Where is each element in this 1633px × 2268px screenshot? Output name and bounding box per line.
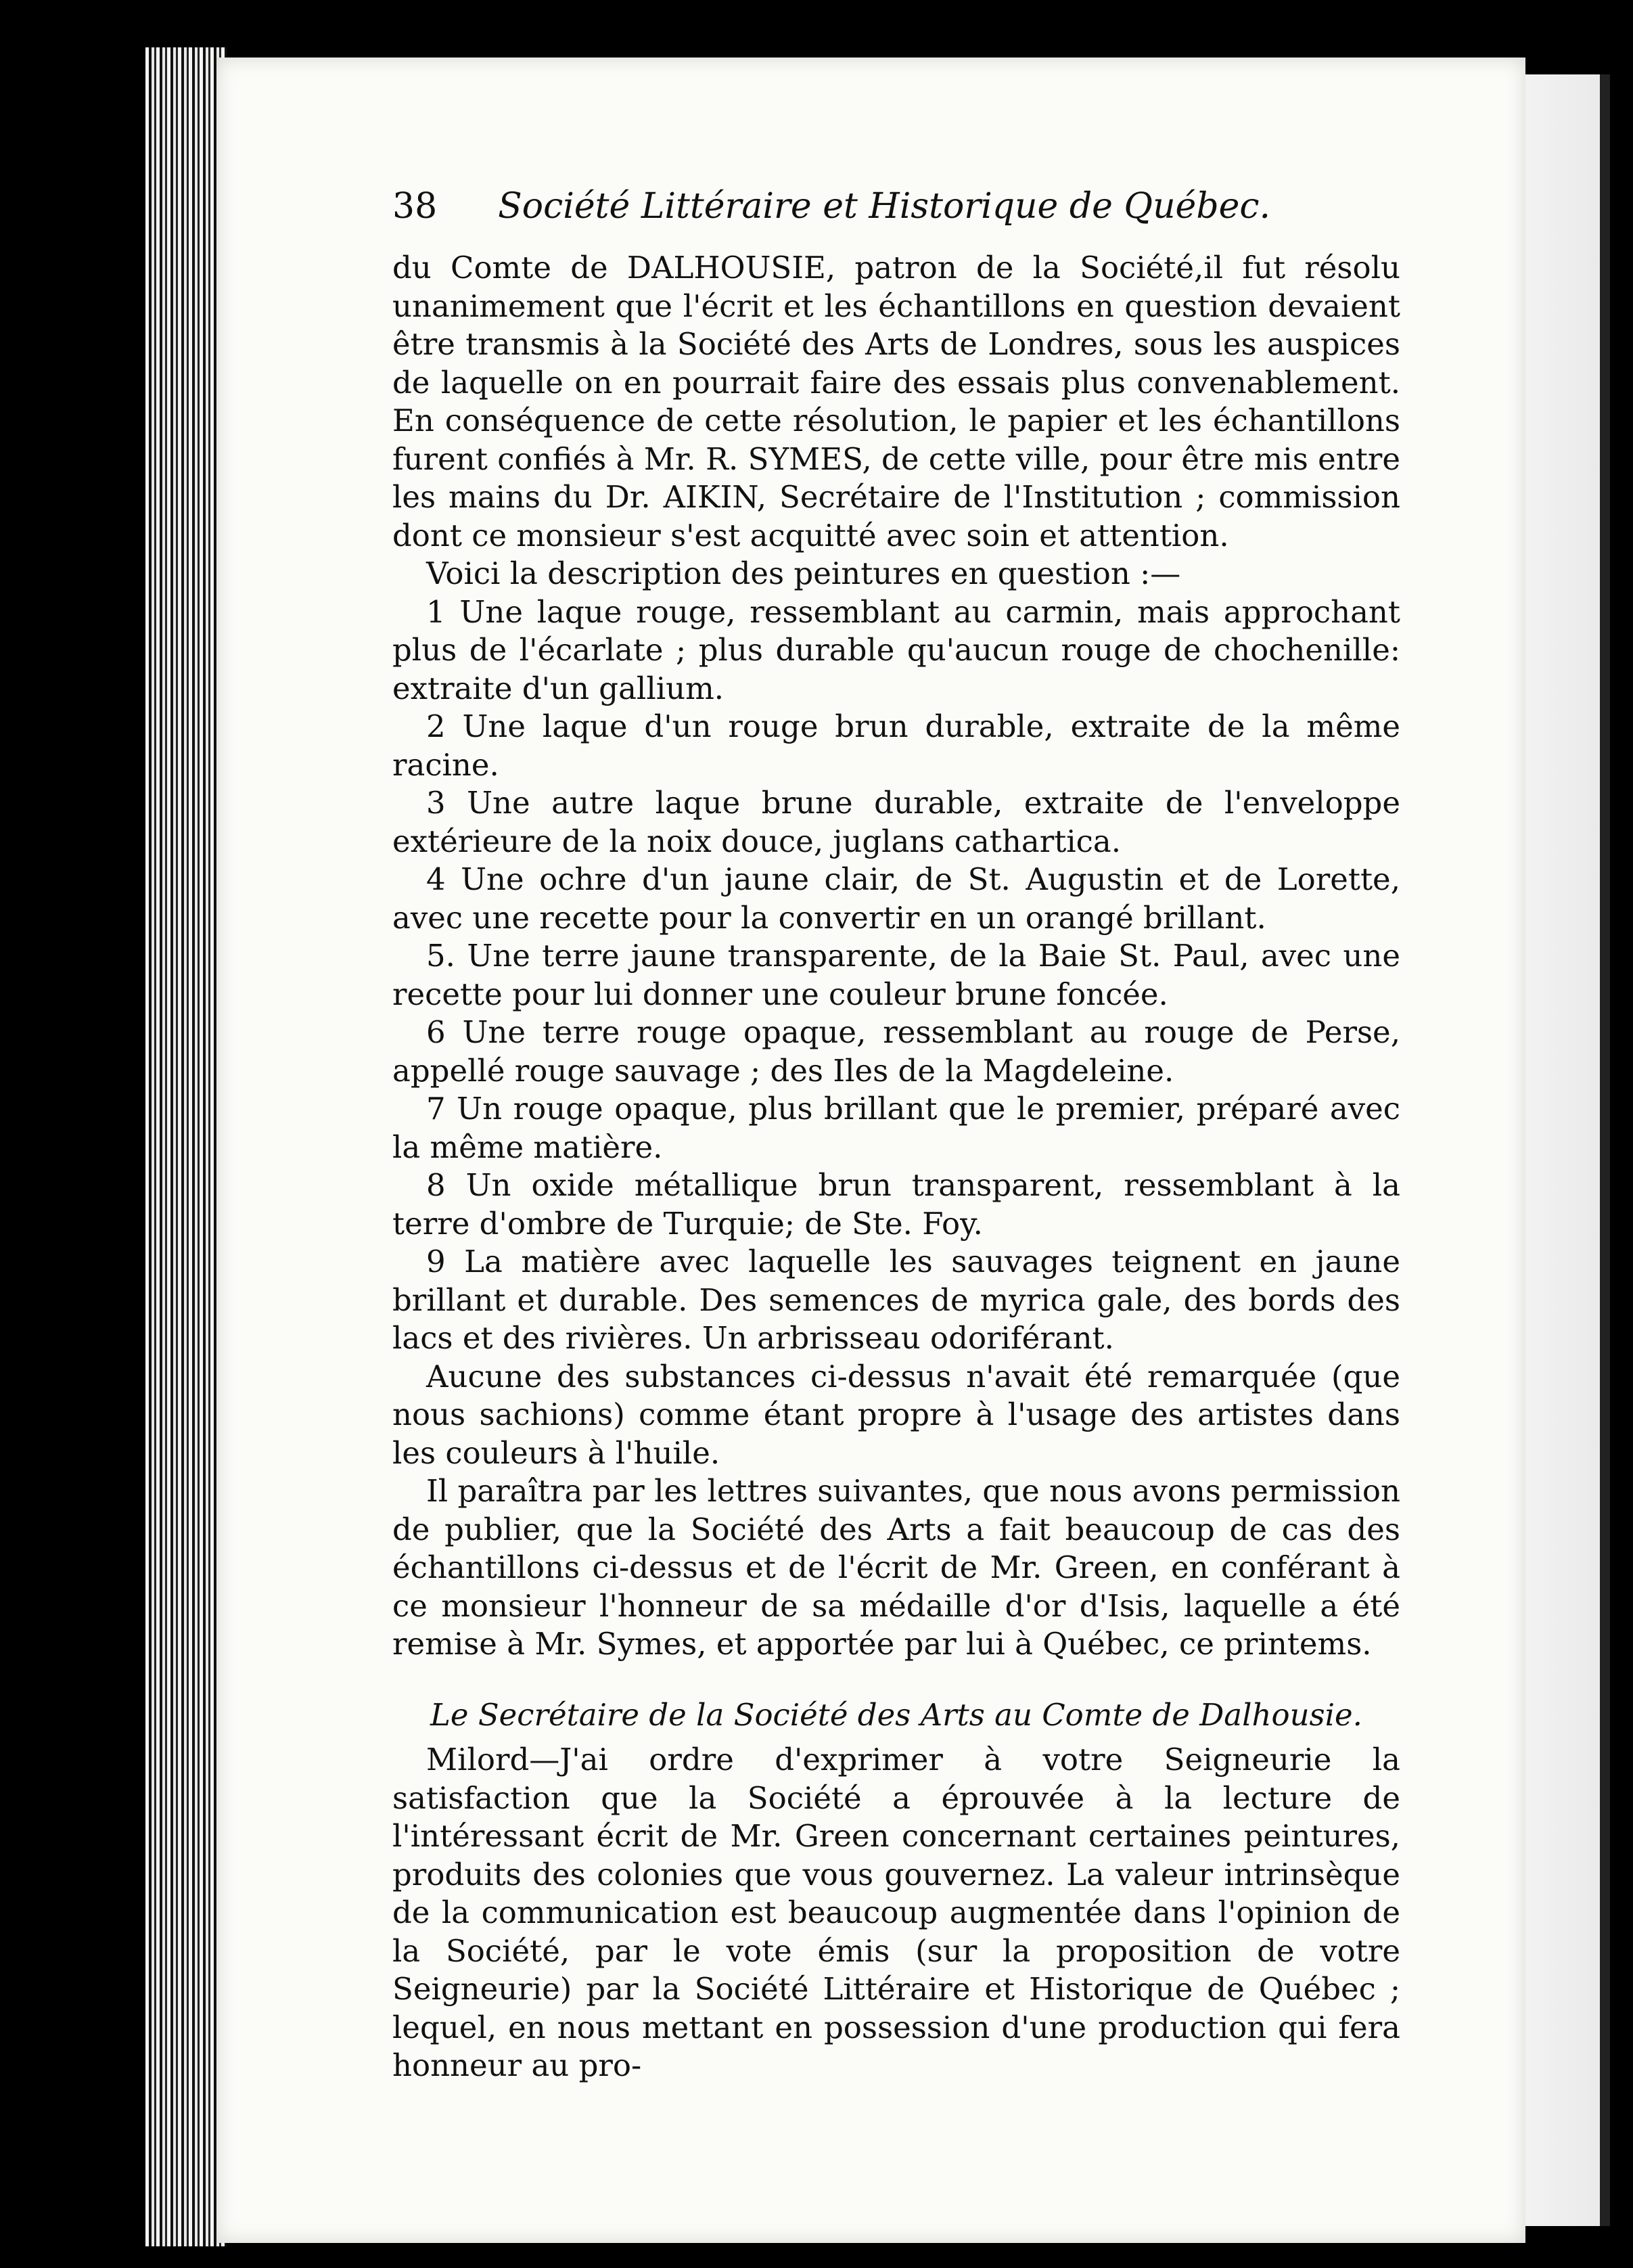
running-head	[392, 183, 1400, 230]
list-item: 2 Une laque d'un rouge brun durable, extraite de la même racine.	[392, 708, 1400, 783]
section-gap	[392, 1664, 1400, 1696]
paragraph-4: Il paraîtra par les lettres suivantes, que nous avons permission de publier, que la Société des Arts a fait beaucoup de cas des échantillons ci-dessus et de l'écrit de Mr. Green, en conférant à ce monsieur l'honneur de sa médaille d'or d'Isis, laquelle a été remise à Mr. Symes, et apportée par lui à Québec, ce printems.	[392, 1473, 1400, 1662]
list-item: 3 Une autre laque brune durable, extraite de l'enveloppe extérieure de la noix douce, juglans cathartica.	[392, 785, 1400, 859]
list-item: 8 Un oxide métallique brun transparent, ressemblant à la terre d'ombre de Turquie; de Ste. Foy.	[392, 1167, 1400, 1242]
letter-heading: Le Secrétaire de la Société des Arts au Comte de Dalhousie.	[430, 1696, 1362, 1733]
page-content	[392, 183, 1400, 2085]
list-item: 7 Un rouge opaque, plus brillant que le premier, préparé avec la même matière.	[392, 1091, 1400, 1165]
paragraph-1: du Comte de DALHOUSIE, patron de la Société,il fut résolu unanimement que l'écrit et les échantillons en question devaient être transmis à la Société des Arts de Londres, sous les auspices de laquelle on en pourrait faire des essais plus convenablement. En conséquence de cette résolution, le papier et les échantillons furent confiés à Mr. R. SYMES, de cette ville, pour être mis entre les mains du Dr. AIKIN, Secrétaire de l'Institution ; commission dont ce monsieur s'est acquitté avec soin et attention.	[392, 250, 1400, 553]
page-number: 38	[392, 186, 438, 227]
book-page	[216, 58, 1525, 2243]
list-item: 4 Une ochre d'un jaune clair, de St. Augustin et de Lorette, avec une recette pour la convertir en un orangé brillant.	[392, 861, 1400, 936]
book-edge-left	[145, 47, 227, 2246]
letter-body: Milord—J'ai ordre d'exprimer à votre Seigneurie la satisfaction que la Société a éprouvée à la lecture de l'intéressant écrit de Mr. Green concernant certaines peintures, produits des colonies que vous gouvernez. La valeur intrinsèque de la communication est beaucoup augmentée dans l'opinion de la Société, par le vote émis (sur la proposition de votre Seigneurie) par la Société Littéraire et Historique de Québec ; lequel, en nous mettant en possession d'une production qui fera honneur au pro-	[392, 1742, 1400, 2083]
list-item: 1 Une laque rouge, ressemblant au carmin, mais approchant plus de l'écarlate ; plus durable qu'aucun rouge de chochenille: extraite d'un gallium.	[392, 593, 1400, 706]
paragraph-3: Aucune des substances ci-dessus n'avait été remarquée (que nous sachions) comme étant propre à l'usage des artistes dans les couleurs à l'huile.	[392, 1358, 1400, 1471]
running-head-title: Société Littéraire et Historique de Québec.	[498, 186, 1271, 227]
list-item: 6 Une terre rouge opaque, ressemblant au rouge de Perse, appellé rouge sauvage ; des Iles de la Magdeleine.	[392, 1014, 1400, 1089]
list-item: 9 La matière avec laquelle les sauvages teignent en jaune brillant et durable. Des semences de myrica gale, des bords des lacs et des rivières. Un arbrisseau odoriférant.	[392, 1244, 1400, 1356]
scan-speck	[676, 7, 681, 34]
paragraph-2: Voici la description des peintures en question :—	[426, 555, 1181, 591]
list-item: 5. Une terre jaune transparente, de la Baie St. Paul, avec une recette pour lui donner une couleur brune foncée.	[392, 938, 1400, 1012]
scan-speck	[629, 14, 636, 27]
